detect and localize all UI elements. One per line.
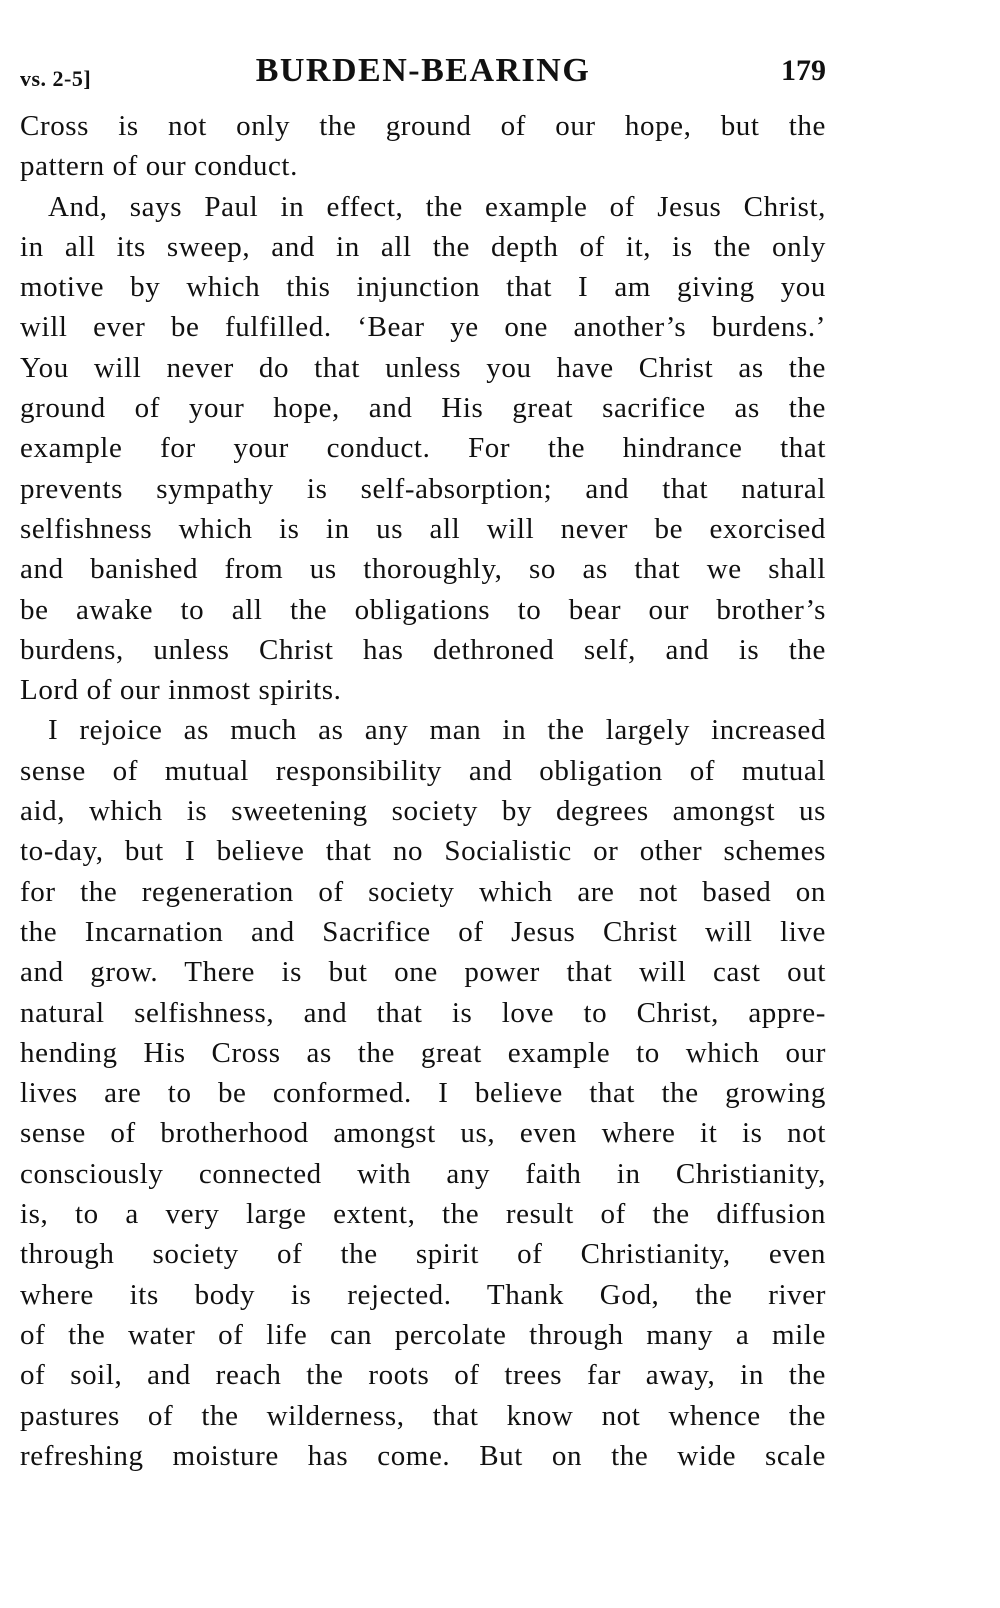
running-head	[20, 52, 826, 98]
verse-reference: vs. 2-5]	[20, 66, 92, 91]
text-line: of the water of life can percolate through many a mile	[20, 1318, 826, 1351]
text-line: natural selfishness, and that is love to Christ, appre-	[20, 996, 826, 1029]
text-line: and banished from us thoroughly, so as that we shall	[20, 553, 826, 586]
text-line: refreshing moisture has come. But on the wide scale	[20, 1439, 826, 1472]
book-page	[20, 52, 826, 1476]
text-line: motive by which this injunction that I am giving you	[20, 271, 826, 304]
text-line: where its body is rejected. Thank God, the river	[20, 1278, 826, 1311]
text-line: and grow. There is but one power that will cast out	[20, 956, 826, 989]
text-line: hending His Cross as the great example to which our	[20, 1036, 826, 1069]
text-line: ground of your hope, and His great sacrifice as the	[20, 392, 826, 425]
text-line: through society of the spirit of Christianity, even	[20, 1238, 826, 1271]
text-line: aid, which is sweetening society by degrees amongst us	[20, 795, 826, 828]
text-line: for the regeneration of society which are not based on	[20, 875, 826, 908]
text-line: consciously connected with any faith in Christianity,	[20, 1157, 826, 1190]
text-line: in all its sweep, and in all the depth of it, is the only	[20, 230, 826, 263]
text-line: be awake to all the obligations to bear our brother’s	[20, 593, 826, 626]
text-line: Cross is not only the ground of our hope, but the	[20, 110, 826, 142]
text-line: lives are to be conformed. I believe that the growing	[20, 1077, 826, 1110]
text-line: You will never do that unless you have Christ as the	[20, 351, 826, 384]
text-line: sense of brotherhood amongst us, even where it is not	[20, 1117, 826, 1150]
paragraph-2	[20, 187, 826, 711]
text-line: Lord of our inmost spirits.	[20, 674, 342, 707]
text-line: And, says Paul in effect, the example of Jesus Christ,	[48, 190, 826, 223]
page-title: BURDEN-BEARING	[255, 52, 591, 89]
paragraph-3	[20, 710, 826, 1476]
text-line: prevents sympathy is self-absorption; and that natural	[20, 472, 826, 505]
page-number: 179	[781, 54, 826, 87]
text-line: I rejoice as much as any man in the largely increased	[48, 714, 826, 747]
paragraph-1	[20, 106, 826, 187]
text-line: of soil, and reach the roots of trees far away, in the	[20, 1359, 826, 1392]
text-line: to-day, but I believe that no Socialistic or other schemes	[20, 835, 826, 868]
text-line: the Incarnation and Sacrifice of Jesus Christ will live	[20, 915, 826, 948]
text-line: sense of mutual responsibility and obligation of mutual	[20, 754, 826, 787]
text-line: pastures of the wilderness, that know not whence the	[20, 1399, 826, 1432]
text-line: example for your conduct. For the hindrance that	[20, 432, 826, 465]
text-line: selfishness which is in us all will never be exorcised	[20, 512, 826, 545]
text-line: burdens, unless Christ has dethroned self, and is the	[20, 633, 826, 666]
text-line: is, to a very large extent, the result of the diffusion	[20, 1198, 826, 1231]
text-line: will ever be fulfilled. ‘Bear ye one another’s burdens.’	[20, 311, 826, 344]
text-line: pattern of our conduct.	[20, 150, 298, 183]
body-text	[20, 106, 826, 1476]
